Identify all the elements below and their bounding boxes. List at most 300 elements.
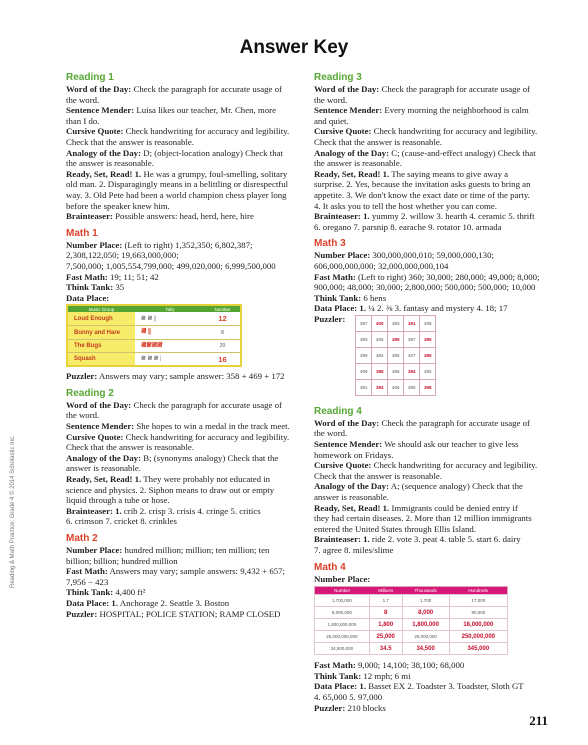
text-line	[314, 158, 557, 169]
line-text: billion; billion; hundred million	[66, 555, 178, 566]
table-row	[315, 643, 508, 655]
line-label: Brainteaser: 1.	[314, 534, 370, 545]
line-label: Sentence Mender:	[66, 421, 135, 432]
math3-section	[314, 238, 557, 400]
line-text: 7,956 − 423	[66, 576, 109, 587]
text-line	[314, 450, 557, 461]
text-line	[66, 158, 307, 169]
grid-cell: 405	[372, 331, 388, 347]
puzzle-grid-body	[356, 315, 436, 395]
line-label: Number Place:	[66, 239, 123, 250]
tally-cell: 𝍸 𝍸 ||	[135, 312, 205, 326]
line-label: Fast Math:	[314, 660, 356, 671]
table-header: Thousands	[402, 587, 449, 595]
math4-lines	[314, 660, 557, 713]
text-line	[66, 137, 307, 148]
line-text: Check that the answer is reasonable.	[66, 136, 194, 147]
line-text: old man. 2. Disparagingly means in a belittling or disrespectful	[66, 179, 289, 190]
line-text: HOSPITAL; POLICE STATION; RAMP CLOSED	[97, 608, 281, 619]
line-text: 2,308,122,050; 19,663,000,000;	[66, 250, 179, 261]
line-text: entered the United States through Ellis Island.	[314, 523, 476, 534]
line-label: Fast Math:	[66, 566, 108, 577]
text-line	[314, 126, 557, 137]
grid-cell: 389	[388, 331, 404, 347]
math1-lines	[66, 240, 307, 304]
line-label: Cursive Quote:	[66, 431, 124, 442]
text-line	[314, 524, 557, 535]
reading2-section	[66, 388, 307, 527]
grid-cell: 384	[404, 363, 420, 379]
line-text: Possible answers: head, herd, here, hire	[112, 211, 254, 222]
table-row	[315, 595, 508, 607]
line-label: Brainteaser:	[66, 211, 113, 222]
line-text: She hopes to win a medal in the track meet.	[134, 421, 290, 432]
line-label: Analogy of the Day:	[66, 452, 142, 463]
grid-cell: 400	[372, 315, 388, 331]
line-text: 19; 11; 51; 42	[107, 271, 159, 282]
reading3-lines	[314, 84, 557, 232]
line-text: the word.	[314, 428, 348, 439]
table-cell: 25,000,000	[402, 631, 449, 643]
line-text: they had certain diseases. 2. More than 12 million immigrants	[314, 513, 532, 524]
line-text: answer is reasonable.	[314, 492, 389, 503]
line-text: 606,000,000,000; 32,000,000,000,104	[314, 260, 449, 271]
line-label: Analogy of the Day:	[314, 481, 390, 492]
line-text: Check handwriting for accuracy and legibility.	[371, 460, 538, 471]
text-line	[314, 222, 557, 233]
text-line	[66, 485, 307, 496]
text-line	[314, 418, 557, 429]
line-text: homework on Fridays.	[314, 449, 394, 460]
grid-cell: 392	[420, 363, 436, 379]
math4-section	[314, 562, 557, 714]
tally-cell: 𝍸 𝍸 𝍸 |	[135, 353, 205, 367]
table-cell: 25,000,000,000	[315, 631, 370, 643]
text-line	[314, 137, 557, 148]
grid-cell: 381	[356, 379, 372, 395]
text-line	[314, 250, 557, 261]
text-line	[66, 577, 307, 588]
text-line	[66, 293, 307, 304]
right-column	[314, 70, 557, 719]
line-text: 35	[113, 282, 125, 293]
music-group-cell: Loud Enough	[67, 312, 135, 326]
line-text: 900,000; 48,000; 30,000; 2,800,000; 500,000; 500,000; 10,000	[314, 282, 536, 293]
text-line	[66, 545, 307, 556]
text-line	[314, 703, 557, 714]
puzzler-line	[66, 371, 307, 382]
table-row	[67, 326, 241, 340]
text-line	[66, 190, 307, 201]
line-text: and quiet.	[314, 115, 349, 126]
text-line	[66, 432, 307, 443]
grid-cell: 391	[404, 315, 420, 331]
text-line	[66, 400, 307, 411]
grid-cell: 397	[404, 331, 420, 347]
line-text: ride 2. vote 3. peat 4. table 5. start 6. dairy	[369, 534, 521, 545]
line-label: Sentence Mender:	[314, 105, 383, 116]
line-text: surprise. 2. Yes, because the invitation asks guests to bring an	[314, 179, 531, 190]
line-text: Check handwriting for accuracy and legibility.	[123, 431, 290, 442]
table-cell: 345,000	[449, 643, 507, 655]
line-text: D; (object-location analogy) Check that	[141, 147, 283, 158]
line-text: Answers may vary; sample answer: 358 + 469 + 172	[97, 371, 285, 382]
text-line	[314, 211, 557, 222]
text-line	[66, 148, 307, 159]
line-label: Think Tank:	[66, 587, 114, 598]
table-cell: 1,800,000,000	[315, 619, 370, 631]
music-group-cell: Squash	[67, 353, 135, 367]
text-line	[314, 660, 557, 671]
grid-cell: 388	[372, 363, 388, 379]
line-text: Check that the answer is reasonable.	[314, 136, 442, 147]
table-cell: 34,500,000	[315, 643, 370, 655]
line-text: yummy 2. willow 3. hearth 4. ceramic 5. thrift	[369, 211, 535, 222]
line-text: Check that the answer is reasonable.	[314, 470, 442, 481]
table-row	[315, 607, 508, 619]
line-text: Luisa likes our teacher, Mr. Chen, more	[134, 105, 276, 116]
section-title: Reading 1	[66, 72, 114, 83]
grid-cell: 393	[356, 331, 372, 347]
text-line	[66, 201, 307, 212]
line-text: hundred million; million; ten million; ten	[122, 545, 270, 555]
text-line	[314, 148, 557, 159]
grid-row	[356, 379, 436, 395]
grid-cell: 394	[372, 379, 388, 395]
line-text: liquid through a tube or hose.	[66, 495, 170, 506]
tally-table	[66, 304, 242, 367]
line-label: Analogy of the Day:	[314, 147, 390, 158]
grid-row	[356, 315, 436, 331]
line-label: Data Place: 1.	[314, 303, 367, 314]
text-line	[66, 272, 307, 283]
line-text: 9,000; 14,100; 38,100; 68,000	[355, 660, 465, 671]
line-text: Basset EX 2. Toadster 3. Toadster, Sloth GT	[366, 681, 524, 692]
text-line	[66, 453, 307, 464]
table-row	[315, 619, 508, 631]
line-label: Ready, Set, Read! 1.	[314, 168, 390, 179]
text-line	[314, 439, 557, 450]
music-group-cell: Bunny and Hare	[67, 326, 135, 340]
left-column	[66, 70, 307, 625]
line-text: 4. It asks you to tell the host whether you can come.	[314, 200, 497, 211]
text-line	[66, 179, 307, 190]
line-label: Word of the Day:	[66, 399, 132, 410]
text-line	[314, 692, 557, 703]
line-text: Immigrants could be denied entry if	[389, 502, 518, 513]
line-text: crib 2. crisp 3. crisis 4. cringe 5. critics	[121, 505, 261, 516]
line-text: B; (synonyms analogy) Check that the	[141, 452, 279, 463]
table-header: Tally	[135, 305, 205, 312]
text-line	[66, 95, 307, 106]
text-line	[314, 116, 557, 127]
line-label: Sentence Mender:	[314, 439, 383, 450]
line-text: The saying means to give away a	[389, 168, 509, 179]
line-label: Data Place: 1.	[314, 681, 367, 692]
line-label: Puzzler:	[314, 702, 346, 713]
number-cell: 20	[205, 339, 241, 353]
table-cell: 8,000,000	[315, 607, 370, 619]
line-text: Check the paragraph for accurate usage of	[379, 84, 530, 94]
number-cell: 8	[205, 326, 241, 340]
text-line	[66, 410, 307, 421]
line-text: We should ask our teacher to give less	[382, 439, 519, 450]
table-header: Music Group	[67, 305, 135, 312]
grid-row	[356, 331, 436, 347]
reading4-section	[314, 406, 557, 556]
text-line	[66, 474, 307, 485]
text-line	[314, 179, 557, 190]
number-place-line	[314, 574, 557, 585]
text-line	[314, 481, 557, 492]
line-label: Puzzler:	[66, 608, 98, 619]
grid-cell: 398	[420, 379, 436, 395]
line-text: Every morning the neighborhood is calm	[382, 105, 529, 116]
text-line	[314, 95, 557, 106]
text-line	[66, 566, 307, 577]
table-cell: 250,000,000	[449, 631, 507, 643]
line-text: the answer is reasonable.	[314, 158, 402, 169]
line-text: Check the paragraph for accurate usage of	[131, 84, 282, 94]
tally-cell: 𝍸 |||	[135, 326, 205, 340]
text-line	[314, 169, 557, 180]
section-title: Math 2	[66, 533, 98, 544]
line-label: Cursive Quote:	[314, 126, 372, 137]
text-line	[66, 282, 307, 293]
line-text: 6 hens	[361, 292, 387, 303]
grid-cell: 385	[420, 331, 436, 347]
section-title: Reading 2	[66, 387, 114, 399]
math2-section	[66, 533, 307, 619]
tally-table-body	[67, 312, 241, 366]
section-title: Math 4	[314, 561, 346, 573]
line-text: 300,000,000,010; 59,000,000,130;	[370, 250, 494, 261]
text-line	[314, 681, 557, 692]
grid-cell: 390	[404, 379, 420, 395]
text-line	[314, 513, 557, 524]
line-text: Check that the answer is reasonable.	[66, 442, 194, 453]
line-label: Fast Math:	[66, 271, 108, 282]
line-text: Check handwriting for accuracy and legibility.	[123, 126, 290, 137]
reading1-lines	[66, 84, 307, 222]
line-label: Ready, Set, Read! 1.	[66, 474, 142, 485]
line-label: Cursive Quote:	[314, 460, 372, 471]
table-header: Millions	[369, 587, 402, 595]
line-label: Ready, Set, Read! 1.	[314, 502, 390, 513]
text-line	[314, 503, 557, 514]
line-text: Check the paragraph for accurate usage of	[131, 399, 282, 410]
table-row	[67, 353, 241, 367]
math1-section	[66, 228, 307, 382]
text-line	[66, 609, 307, 620]
line-text: appetite. 3. We don't know the exact date or time of the party.	[314, 189, 530, 200]
line-label: Brainteaser: 1.	[314, 211, 370, 222]
line-label: Think Tank:	[314, 670, 362, 681]
line-text: Anchorage 2. Seattle 3. Boston	[118, 597, 230, 608]
text-line	[314, 105, 557, 116]
text-line	[66, 169, 307, 180]
line-text: 210 blocks	[345, 702, 386, 713]
grid-cell: 408	[420, 315, 436, 331]
reading3-section	[314, 72, 557, 232]
line-label: Brainteaser: 1.	[66, 505, 122, 516]
text-line	[314, 84, 557, 95]
line-text: They were probably not educated in	[141, 474, 271, 485]
text-line	[314, 272, 557, 283]
table-row	[67, 312, 241, 326]
text-line	[314, 428, 557, 439]
text-line	[66, 116, 307, 127]
line-label: Number Place:	[314, 573, 371, 584]
line-label: Number Place:	[314, 250, 371, 261]
line-label: Data Place:	[66, 292, 110, 303]
line-text: 7,500,000; 1,005,554,799,000; 499,020,000; 6,999,500,000	[66, 260, 276, 271]
text-line	[314, 261, 557, 272]
text-line	[66, 495, 307, 506]
table-cell: 80,000	[449, 607, 507, 619]
line-label: Ready, Set, Read! 1.	[66, 168, 142, 179]
line-label: Fast Math:	[314, 271, 356, 282]
text-line	[314, 671, 557, 682]
line-text: Check the paragraph for accurate usage of	[379, 417, 530, 428]
number-place-table-body	[315, 595, 508, 655]
puzzler-row	[314, 314, 557, 400]
reading1-section	[66, 72, 307, 222]
line-label: Think Tank:	[314, 292, 362, 303]
grid-cell: 387	[356, 315, 372, 331]
math2-lines	[66, 545, 307, 619]
line-text: (Left to right) 360; 30,000; 280,000; 49,000; 8,000;	[355, 271, 540, 282]
table-header: Number	[205, 305, 241, 312]
text-line	[66, 516, 307, 527]
text-line	[66, 84, 307, 95]
number-place-table	[314, 586, 508, 655]
table-cell: 25,000	[369, 631, 402, 643]
line-text: C; (cause-and-effect analogy) Check that	[389, 147, 536, 158]
text-line	[66, 442, 307, 453]
text-line	[314, 534, 557, 545]
table-header: Hundreds	[449, 587, 507, 595]
line-text: 6. oregano 7. parsnip 8. earache 9. rotator 10. armada	[314, 221, 502, 232]
text-line	[66, 587, 307, 598]
line-label: Puzzler:	[314, 313, 346, 324]
table-row	[67, 339, 241, 353]
grid-row	[356, 363, 436, 379]
line-text: (Left to right) 1,352,350; 6,802,387;	[122, 239, 253, 250]
table-cell: 18,000,000	[449, 619, 507, 631]
line-label: Word of the Day:	[314, 417, 380, 428]
line-label: Cursive Quote:	[66, 126, 124, 137]
table-cell: 1.7	[369, 595, 402, 607]
line-text: Check handwriting for accuracy and legibility.	[371, 126, 538, 137]
line-text: the word.	[314, 94, 348, 105]
line-text: the word.	[66, 410, 100, 421]
reading4-lines	[314, 418, 557, 556]
grid-cell: 386	[420, 347, 436, 363]
table-cell: 1,700,000	[315, 595, 370, 607]
table-cell: 1,800	[369, 619, 402, 631]
text-line	[66, 250, 307, 261]
text-line	[314, 460, 557, 471]
table-cell: 1,700	[402, 595, 449, 607]
section-title: Reading 4	[314, 405, 362, 417]
section-title: Reading 3	[314, 72, 362, 83]
line-text: A; (sequence analogy) Check that the	[389, 481, 523, 492]
line-label: Think Tank:	[66, 282, 114, 293]
line-text: science and physics. 2. Siphon means to draw out or empty	[66, 484, 275, 495]
text-line	[314, 201, 557, 212]
line-text: He was a grumpy, foul-smelling, solitary	[141, 168, 288, 179]
line-text: 4. 65,000 5. 97,000	[314, 691, 383, 702]
table-cell: 1,800,000	[402, 619, 449, 631]
music-group-cell: The Bugs	[67, 339, 135, 353]
line-label: Data Place: 1.	[66, 597, 119, 608]
text-line	[66, 556, 307, 567]
line-text: 7. agree 8. miles/slime	[314, 545, 394, 555]
table-cell: 17,000	[449, 595, 507, 607]
text-line	[66, 421, 307, 432]
line-text: Answers may vary; sample answers: 9,432 + 657;	[107, 566, 285, 577]
grid-cell: 407	[404, 347, 420, 363]
grid-cell: 382	[372, 347, 388, 363]
page-number: 211	[529, 713, 548, 728]
text-line	[66, 506, 307, 517]
section-title: Math 3	[314, 238, 346, 250]
table-header: Number	[315, 587, 370, 595]
text-line	[314, 293, 557, 304]
text-line	[66, 126, 307, 137]
text-line	[314, 190, 557, 201]
line-text: answer is reasonable.	[66, 463, 141, 474]
line-text: way. 3. Old Pete had been a world champion chess player long	[66, 189, 287, 200]
text-line	[66, 261, 307, 272]
table-cell: 34.5	[369, 643, 402, 655]
line-label: Word of the Day:	[66, 84, 132, 94]
text-line	[66, 105, 307, 116]
puzzler-label	[314, 314, 345, 325]
table-cell: 8,000	[402, 607, 449, 619]
line-text: 4,400 ft²	[113, 587, 146, 598]
text-line	[314, 545, 557, 556]
math3-lines	[314, 250, 557, 314]
line-text: the answer is reasonable.	[66, 158, 154, 169]
table-cell: 34,500	[402, 643, 449, 655]
grid-cell: 395	[388, 347, 404, 363]
reading2-lines	[66, 400, 307, 527]
puzzle-grid	[355, 315, 436, 396]
side-credit: Reading & Math Practice: Grade 4 © 2014 Scholastic Inc.	[10, 435, 16, 588]
line-text: than I do.	[66, 115, 100, 126]
number-cell: 16	[205, 353, 241, 367]
text-line	[314, 492, 557, 503]
text-line	[66, 463, 307, 474]
tally-cell: 𝍸𝍸𝍸𝍸	[135, 339, 205, 353]
page-title: Answer Key	[239, 37, 349, 58]
line-label: Puzzler:	[66, 371, 98, 382]
line-label: Number Place:	[66, 545, 123, 555]
text-line	[314, 303, 557, 314]
line-text: before the speaker knew him.	[66, 200, 170, 211]
text-line	[66, 240, 307, 251]
table-cell: 8	[369, 607, 402, 619]
grid-cell: 399	[356, 347, 372, 363]
text-line	[314, 282, 557, 293]
line-text: 6. crimson 7. cricket 8. crinkles	[66, 516, 177, 527]
section-title: Math 1	[66, 227, 98, 239]
text-line	[314, 471, 557, 482]
line-text: ¼ 2. ⅜ 3. fantasy and mystery 4. 18; 17	[366, 303, 508, 314]
text-line	[66, 598, 307, 609]
